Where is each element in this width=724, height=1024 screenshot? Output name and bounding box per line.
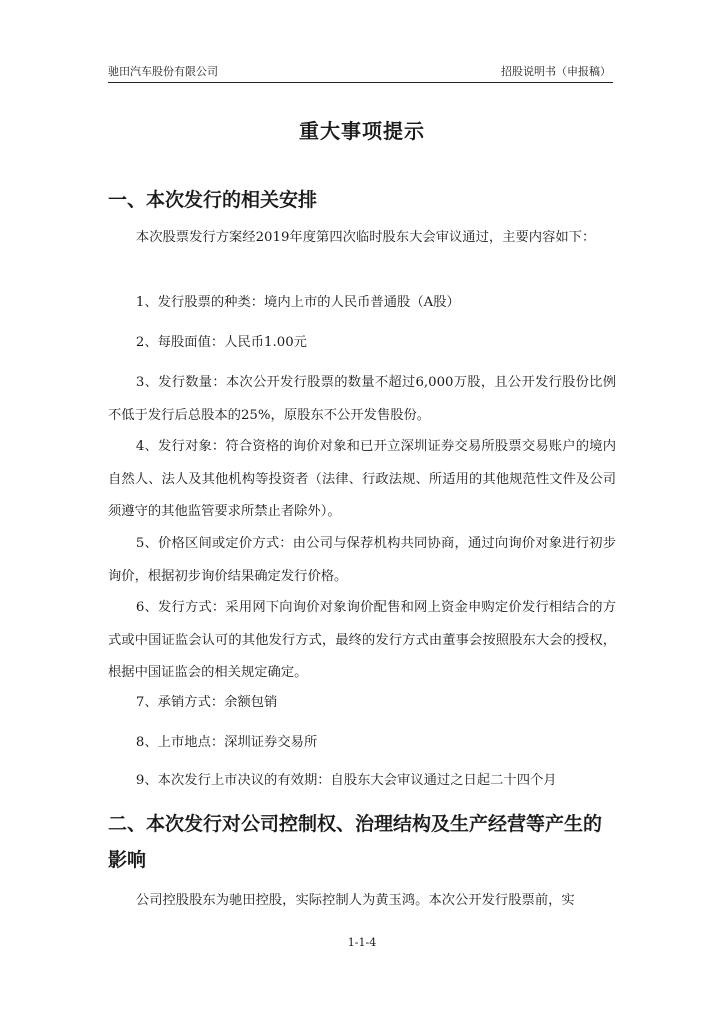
header-document-type: 招股说明书（申报稿） — [501, 65, 611, 78]
header-company-name: 驰田汽车股份有限公司 — [108, 65, 218, 78]
list-item-issue-method: 6、发行方式：采用网下向询价对象询价配售和网上资金申购定价发行相结合的方式或中国证监会认可的其他发行方式，最终的发行方式由董事会按照股东大会的授权，根据中国证监会的相关规定确定。 — [108, 600, 616, 680]
list-item-resolution-validity: 9、本次发行上市决议的有效期：自股东大会审议通过之日起二十四个月 — [135, 773, 557, 788]
page-title: 重大事项提示 — [299, 119, 425, 143]
section2-paragraph: 公司控股股东为驰田控股，实际控制人为黄玉鸿。本次公开发行股票前，实 — [135, 893, 575, 908]
section-heading-2: 二、本次发行对公司控制权、治理结构及生产经营等产生的影响 — [108, 813, 603, 871]
section-heading-1: 一、本次发行的相关安排 — [108, 189, 318, 211]
list-item-listing-venue: 8、上市地点：深圳证券交易所 — [135, 735, 318, 750]
page-number: 1-1-4 — [347, 936, 377, 949]
list-item-underwriting-method: 7、承销方式：余额包销 — [135, 695, 278, 710]
section1-intro-paragraph: 本次股票发行方案经2019年度第四次临时股东大会审议通过，主要内容如下： — [135, 230, 596, 245]
page-header — [108, 62, 613, 83]
list-item-stock-type: 1、发行股票的种类：境内上市的人民币普通股（A股） — [135, 295, 460, 310]
list-item-pricing-method: 5、价格区间或定价方式：由公司与保荐机构共同协商，通过向询价对象进行初步询价，根据初步询价结果确定发行价格。 — [108, 536, 616, 584]
list-item-issue-quantity: 3、发行数量：本次公开发行股票的数量不超过6,000万股，且公开发行股份比例不低于发行后总股本的25%，原股东不公开发售股份。 — [108, 375, 616, 423]
list-item-par-value: 2、每股面值：人民币1.00元 — [135, 335, 307, 350]
list-item-issue-target: 4、发行对象：符合资格的询价对象和已开立深圳证券交易所股票交易账户的境内自然人、法人及其他机构等投资者（法律、行政法规、所适用的其他规范性文件及公司须遵守的其他监管要求所禁止者除外）。 — [108, 439, 616, 519]
